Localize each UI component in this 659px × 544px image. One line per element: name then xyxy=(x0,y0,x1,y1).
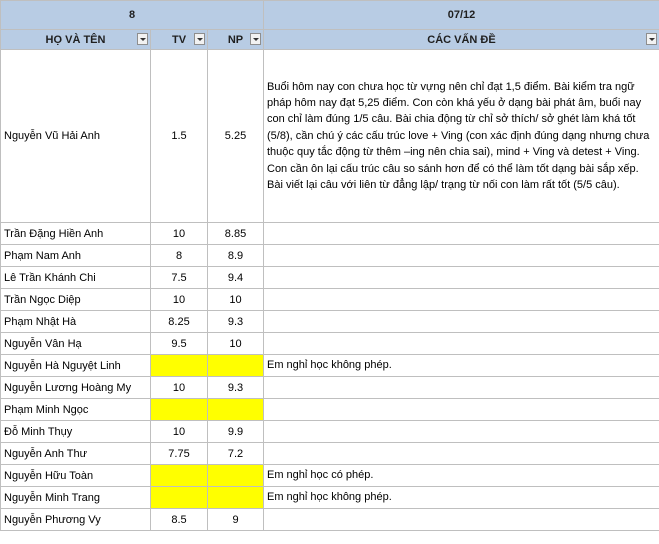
np-score-cell[interactable]: 10 xyxy=(208,289,264,311)
student-name-cell[interactable]: Nguyễn Minh Trang xyxy=(1,487,151,509)
column-header-tv[interactable] xyxy=(151,30,208,50)
issues-cell[interactable]: Em nghỉ học không phép. xyxy=(264,487,659,509)
student-name-cell[interactable]: Nguyễn Hà Nguyệt Linh xyxy=(1,355,151,377)
tv-score-cell[interactable]: 7.75 xyxy=(151,443,208,465)
issues-cell[interactable] xyxy=(264,267,659,289)
class-header[interactable]: 8 xyxy=(1,1,264,30)
issues-cell[interactable] xyxy=(264,509,659,531)
np-score-cell[interactable]: 9 xyxy=(208,509,264,531)
student-name-cell[interactable]: Trần Đặng Hiền Anh xyxy=(1,223,151,245)
tv-score-cell[interactable]: 7.5 xyxy=(151,267,208,289)
issues-cell[interactable]: Em nghỉ học có phép. xyxy=(264,465,659,487)
table-row xyxy=(1,443,659,465)
tv-score-cell[interactable]: 10 xyxy=(151,421,208,443)
table-row xyxy=(1,399,659,421)
issues-cell[interactable] xyxy=(264,377,659,399)
np-score-cell[interactable]: 9.3 xyxy=(208,311,264,333)
student-name-cell[interactable]: Nguyễn Vân Hạ xyxy=(1,333,151,355)
np-score-cell[interactable]: 7.2 xyxy=(208,443,264,465)
np-score-cell[interactable]: 8.9 xyxy=(208,245,264,267)
np-score-cell[interactable]: 9.9 xyxy=(208,421,264,443)
np-score-cell[interactable]: 9.3 xyxy=(208,377,264,399)
tv-score-cell[interactable]: 8.5 xyxy=(151,509,208,531)
np-score-cell-absent[interactable] xyxy=(208,465,264,487)
issues-cell[interactable]: Em nghỉ học không phép. xyxy=(264,355,659,377)
column-header-np-label: NP xyxy=(227,33,244,46)
table-row xyxy=(1,421,659,443)
table-row xyxy=(1,487,659,509)
table-row xyxy=(1,377,659,399)
table-row xyxy=(1,50,659,223)
filter-dropdown-icon[interactable] xyxy=(137,33,148,45)
table-row xyxy=(1,509,659,531)
filter-dropdown-icon[interactable] xyxy=(646,33,657,45)
np-score-cell[interactable]: 8.85 xyxy=(208,223,264,245)
column-header-name-label: HỌ VÀ TÊN xyxy=(45,33,106,46)
student-name-cell[interactable]: Nguyễn Hữu Toàn xyxy=(1,465,151,487)
filter-dropdown-icon[interactable] xyxy=(250,33,261,45)
column-header-name[interactable] xyxy=(1,30,151,50)
column-header-np[interactable] xyxy=(208,30,264,50)
np-score-cell-absent[interactable] xyxy=(208,355,264,377)
table-row xyxy=(1,333,659,355)
issues-cell[interactable] xyxy=(264,421,659,443)
student-name-cell[interactable]: Nguyễn Phương Vy xyxy=(1,509,151,531)
date-header[interactable]: 07/12 xyxy=(264,1,659,30)
student-name-cell[interactable]: Nguyễn Anh Thư xyxy=(1,443,151,465)
np-score-cell[interactable]: 5.25 xyxy=(208,50,264,223)
table-row xyxy=(1,267,659,289)
issues-cell[interactable] xyxy=(264,289,659,311)
table-row xyxy=(1,289,659,311)
tv-score-cell-absent[interactable] xyxy=(151,465,208,487)
issues-cell[interactable] xyxy=(264,223,659,245)
student-name-cell[interactable]: Nguyễn Vũ Hải Anh xyxy=(1,50,151,223)
tv-score-cell[interactable]: 10 xyxy=(151,223,208,245)
issues-cell[interactable]: Buổi hôm nay con chưa học từ vựng nên chỉ đạt 1,5 điểm. Bài kiểm tra ngữ pháp hôm nay đạt 5,25 điểm. Con còn khá yếu ở dạng bài phát âm, buổi nay con chỉ làm đúng 1/5 câu. Bài chia động từ chỉ sở thích/ sở ghét làm khá tốt (5/8), cần chú ý các cấu trúc love + Ving (con xác định đúng dạng nhưng chưa thuộc quy tắc động từ thêm –ing nên chia sai), mind + Ving và detest + Ving. Con cần ôn lại cấu trúc câu so sánh hơn để có thể làm tốt dạng bài sắp xếp. Bài viết lại câu với liên từ đẳng lập/ trạng từ nối con làm rất tốt (5/5 câu). xyxy=(264,50,659,223)
table-row xyxy=(1,465,659,487)
student-name-cell[interactable]: Phạm Nam Anh xyxy=(1,245,151,267)
student-name-cell[interactable]: Phạm Nhật Hà xyxy=(1,311,151,333)
tv-score-cell-absent[interactable] xyxy=(151,487,208,509)
tv-score-cell-absent[interactable] xyxy=(151,355,208,377)
np-score-cell[interactable]: 10 xyxy=(208,333,264,355)
column-header-issues[interactable] xyxy=(264,30,659,50)
tv-score-cell[interactable]: 9.5 xyxy=(151,333,208,355)
student-name-cell[interactable]: Trần Ngọc Diệp xyxy=(1,289,151,311)
tv-score-cell[interactable]: 1.5 xyxy=(151,50,208,223)
student-name-cell[interactable]: Phạm Minh Ngọc xyxy=(1,399,151,421)
filter-dropdown-icon[interactable] xyxy=(194,33,205,45)
table-row xyxy=(1,311,659,333)
issues-cell[interactable] xyxy=(264,245,659,267)
tv-score-cell-absent[interactable] xyxy=(151,399,208,421)
tv-score-cell[interactable]: 10 xyxy=(151,377,208,399)
column-header-issues-label: CÁC VẤN ĐỀ xyxy=(427,33,496,46)
tv-score-cell[interactable]: 8.25 xyxy=(151,311,208,333)
np-score-cell-absent[interactable] xyxy=(208,487,264,509)
issues-cell[interactable] xyxy=(264,311,659,333)
table-row xyxy=(1,245,659,267)
student-name-cell[interactable]: Lê Trần Khánh Chi xyxy=(1,267,151,289)
issues-cell[interactable] xyxy=(264,399,659,421)
issues-cell[interactable] xyxy=(264,333,659,355)
table-row xyxy=(1,223,659,245)
column-header-tv-label: TV xyxy=(171,33,187,46)
table-row xyxy=(1,355,659,377)
student-name-cell[interactable]: Nguyễn Lương Hoàng My xyxy=(1,377,151,399)
issues-cell[interactable] xyxy=(264,443,659,465)
np-score-cell-absent[interactable] xyxy=(208,399,264,421)
np-score-cell[interactable]: 9.4 xyxy=(208,267,264,289)
student-name-cell[interactable]: Đỗ Minh Thụy xyxy=(1,421,151,443)
tv-score-cell[interactable]: 10 xyxy=(151,289,208,311)
tv-score-cell[interactable]: 8 xyxy=(151,245,208,267)
